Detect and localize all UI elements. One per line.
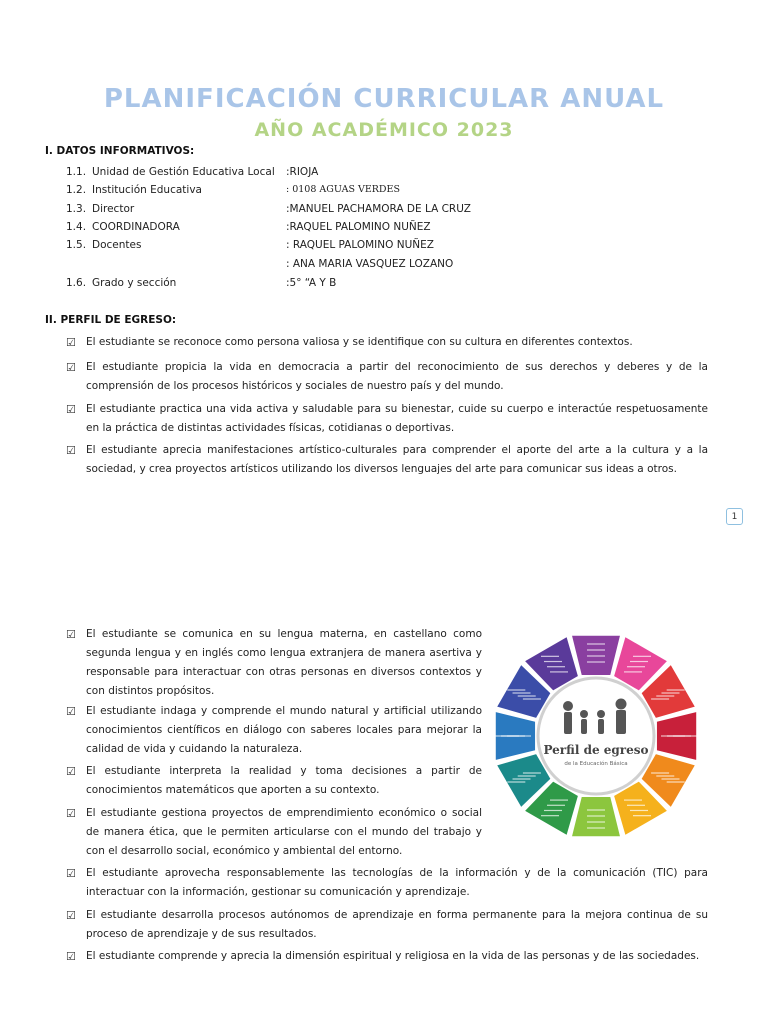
segment-text-line — [624, 799, 642, 800]
list-item-text: El estudiante desarrolla procesos autónomos de aprendizaje en forma permanente para la mejora continua de su proceso de aprendizaje y de sus resultados. — [86, 909, 708, 940]
figure-title: Perfil de egreso — [543, 743, 649, 757]
segment-text-line — [550, 799, 568, 800]
segment-text-line — [587, 827, 605, 828]
info-row — [66, 166, 319, 182]
segment-text-line — [550, 671, 568, 672]
segment-text-line — [630, 810, 648, 811]
info-number: 1.3. — [66, 203, 87, 215]
segment-text-line — [656, 695, 674, 696]
list-item-text: El estudiante indaga y comprende el mundo natural y artificial utilizando conocimientos científicos en diálogo con saberes locales para mejorar la calidad de vida y cuidando la naturaleza. — [86, 705, 482, 755]
list-item-text: El estudiante practica una vida activa y saludable para su bienestar, cuide su cuerpo e interactúe respetuosamente en la práctica de distintas actividades físicas, cotidianas o deportivas. — [86, 403, 708, 434]
info-value: : 0108 AGUAS VERDES — [286, 184, 400, 195]
info-number: 1.5. — [66, 239, 87, 251]
list-item-text: El estudiante aprovecha responsablemente las tecnologías de la información y de la comunicación (TIC) para interactuar con la información, gestionar su comunicación y aprendizaje. — [86, 867, 708, 898]
segment-text-line — [624, 671, 642, 672]
checkbox-icon: ☑ — [66, 403, 76, 416]
checkbox-icon: ☑ — [66, 444, 76, 457]
segment-text-line — [651, 772, 669, 773]
segment-text-line — [523, 772, 541, 773]
list-item-text: El estudiante interpreta la realidad y toma decisiones a partir de conocimientos matemáticos que aporten a su contexto. — [86, 765, 482, 796]
checkbox-icon: ☑ — [66, 765, 76, 778]
info-value: : RAQUEL PALOMINO NUÑEZ — [286, 239, 434, 251]
list-item — [66, 625, 482, 701]
segment-text-line — [547, 805, 565, 806]
document-subtitle: AÑO ACADÉMICO 2023 — [254, 119, 514, 141]
segment-text-line — [544, 810, 562, 811]
checkbox-icon: ☑ — [66, 705, 76, 718]
info-value: :MANUEL PACHAMORA DE LA CRUZ — [286, 203, 471, 215]
segment-text-line — [667, 781, 685, 782]
info-value: : ANA MARIA VASQUEZ LOZANO — [286, 258, 454, 270]
info-row — [66, 221, 431, 237]
list-item-text: El estudiante se reconoce como persona valiosa y se identifique con su cultura en diferentes contextos. — [86, 336, 633, 348]
segment-text-line — [541, 656, 559, 657]
segment-text-line — [630, 661, 648, 662]
checkbox-icon: ☑ — [66, 361, 76, 374]
segment-text-line — [587, 661, 605, 662]
segment-text-line — [507, 689, 525, 690]
perfil-egreso-figure — [485, 628, 707, 843]
info-number: 1.4. — [66, 221, 87, 233]
list-item-text: El estudiante aprecia manifestaciones artístico-culturales para comprender el aporte del arte a la cultura y a la sociedad, y crea proyectos artísticos utilizando los diversos lenguajes del arte para comunicar sus ideas a otros. — [86, 444, 708, 475]
segment-text-line — [667, 689, 685, 690]
segment-text-line — [587, 655, 605, 656]
segment-text-line — [661, 692, 679, 693]
info-row — [66, 184, 400, 200]
info-label: Docentes — [92, 239, 142, 251]
list-item — [66, 702, 482, 759]
info-number: 1.2. — [66, 184, 87, 196]
list-item — [66, 947, 708, 966]
section-heading-perfil: II. PERFIL DE EGRESO: — [45, 314, 177, 326]
info-value: :RAQUEL PALOMINO NUÑEZ — [286, 221, 431, 233]
info-label: Grado y sección — [92, 277, 177, 289]
checkbox-icon: ☑ — [66, 909, 76, 922]
segment-text-line — [587, 815, 605, 816]
segment-text-line — [656, 775, 674, 776]
checkbox-icon: ☑ — [66, 628, 76, 641]
checkbox-icon: ☑ — [66, 867, 76, 880]
info-label: Director — [92, 203, 135, 215]
info-row — [66, 239, 434, 255]
segment-text-line — [544, 661, 562, 662]
segment-text-line — [587, 643, 605, 644]
segment-text-line — [541, 815, 559, 816]
checkbox-icon: ☑ — [66, 336, 76, 349]
page-number-badge: 1 — [726, 508, 743, 525]
info-row — [66, 277, 337, 293]
center-circle — [538, 678, 654, 794]
segment-text-line — [523, 698, 541, 699]
document-title: PLANIFICACIÓN CURRICULAR ANUAL — [103, 84, 665, 114]
segment-text-line — [661, 778, 679, 779]
section-heading-datos: I. DATOS INFORMATIVOS: — [45, 145, 195, 157]
segment-text-line — [587, 809, 605, 810]
checkbox-icon: ☑ — [66, 807, 76, 820]
list-item-text: El estudiante propicia la vida en democracia a partir del reconocimiento de sus derechos y deberes y de la comprensión de los procesos históricos y sociales de nuestro país y del mundo. — [86, 361, 708, 392]
segment-text-line — [518, 775, 536, 776]
segment-text-line — [587, 649, 605, 650]
info-row — [66, 203, 471, 219]
segment-text-line — [627, 805, 645, 806]
checkbox-icon: ☑ — [66, 950, 76, 963]
list-item — [66, 358, 708, 396]
segment-text-line — [547, 666, 565, 667]
segment-text-line — [633, 815, 651, 816]
list-item — [66, 400, 708, 438]
segment-text-line — [495, 735, 513, 736]
list-item — [66, 333, 708, 352]
segment-text-line — [627, 666, 645, 667]
list-item — [66, 804, 482, 861]
list-item-text: El estudiante se comunica en su lengua materna, en castellano como segunda lengua y en inglés como lengua extranjera de manera asertiva y responsable para interactuar con otras personas en diversos contextos y con distintos propósitos. — [86, 628, 482, 697]
segment-text-line — [513, 778, 531, 779]
info-label: Institución Educativa — [92, 184, 202, 196]
list-item — [66, 906, 708, 944]
segment-text-line — [513, 692, 531, 693]
list-item — [66, 864, 708, 902]
info-number: 1.6. — [66, 277, 87, 289]
info-value: :5° “A Y B — [286, 277, 337, 289]
list-item-text: El estudiante gestiona proyectos de emprendimiento económico o social de manera ética, que le permiten articularse con el mundo del trabajo y con el desarrollo social, económico y ambiental del entorno. — [86, 807, 482, 857]
info-label: COORDINADORA — [92, 221, 180, 233]
segment-text-line — [507, 781, 525, 782]
segment-text-line — [633, 656, 651, 657]
list-item-text: El estudiante comprende y aprecia la dimensión espiritual y religiosa en la vida de las personas y de las sociedades. — [86, 950, 700, 962]
segment-text-line — [587, 821, 605, 822]
list-item — [66, 441, 708, 479]
segment-text-line — [651, 698, 669, 699]
info-row — [66, 258, 454, 274]
info-label: Unidad de Gestión Educativa Local — [92, 166, 275, 178]
info-value: :RIOJA — [286, 166, 319, 178]
info-number: 1.1. — [66, 166, 87, 178]
figure-subtitle: de la Educación Básica — [564, 761, 628, 767]
list-item — [66, 762, 482, 800]
segment-text-line — [518, 695, 536, 696]
segment-text-line — [679, 735, 697, 736]
